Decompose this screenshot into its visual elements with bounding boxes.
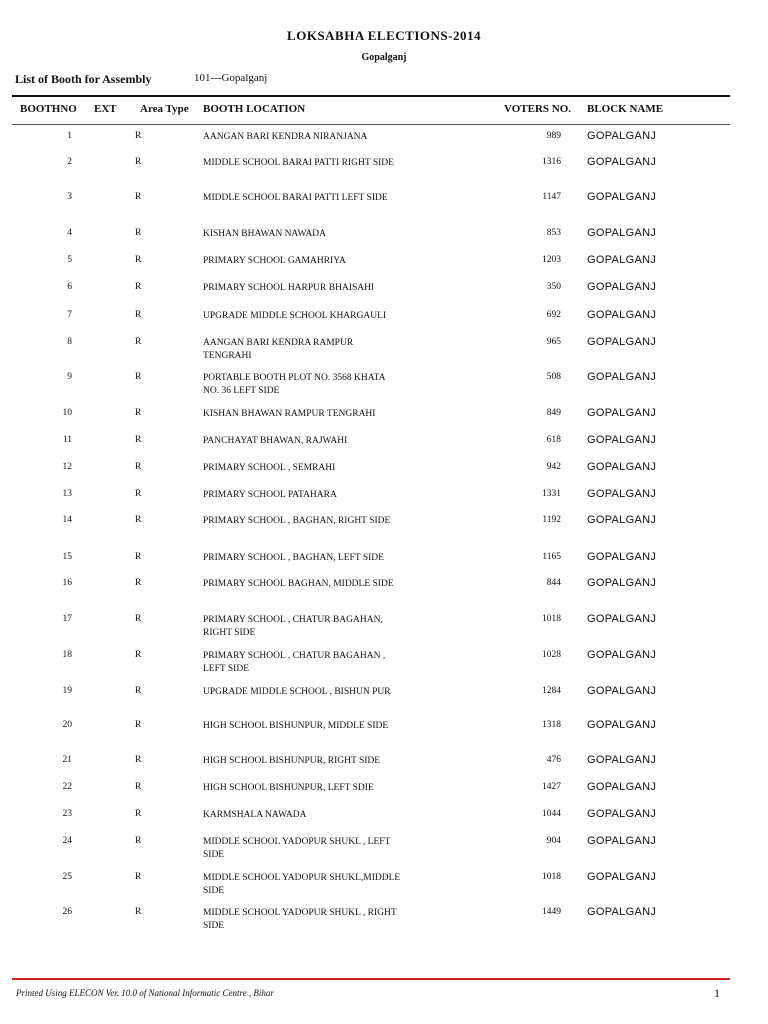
booth-location: HIGH SCHOOL BISHUNPUR, RIGHT SIDE bbox=[203, 756, 381, 766]
table-row bbox=[0, 372, 768, 402]
footer-rule bbox=[12, 978, 730, 980]
voters-count: 1028 bbox=[542, 650, 561, 660]
voters-count: 849 bbox=[546, 408, 561, 418]
block-name: GOPALGANJ bbox=[587, 191, 657, 203]
table-row bbox=[0, 650, 768, 680]
area-type: R bbox=[135, 337, 142, 347]
voters-count: 1284 bbox=[542, 686, 561, 696]
booth-number: 5 bbox=[67, 255, 72, 265]
area-type: R bbox=[135, 650, 142, 660]
block-name: GOPALGANJ bbox=[587, 835, 657, 847]
area-type: R bbox=[135, 228, 142, 238]
column-header-boothno: BOOTHNO bbox=[20, 103, 77, 115]
block-name: GOPALGANJ bbox=[587, 227, 657, 239]
booth-location: MIDDLE SCHOOL YADOPUR SHUKL , RIGHT SIDE bbox=[203, 908, 397, 931]
booth-location: MIDDLE SCHOOL BARAI PATTI LEFT SIDE bbox=[203, 193, 388, 203]
voters-count: 844 bbox=[546, 578, 561, 588]
area-type: R bbox=[135, 435, 142, 445]
booth-number: 13 bbox=[62, 489, 72, 499]
block-name: GOPALGANJ bbox=[587, 577, 657, 589]
block-name: GOPALGANJ bbox=[587, 371, 657, 383]
booth-location: PRIMARY SCHOOL , CHATUR BAGAHAN, RIGHT SIDE bbox=[203, 615, 383, 638]
block-name: GOPALGANJ bbox=[587, 649, 657, 661]
booth-location: MIDDLE SCHOOL YADOPUR SHUKL , LEFT SIDE bbox=[203, 837, 391, 860]
voters-count: 1203 bbox=[542, 255, 561, 265]
booth-location: PRIMARY SCHOOL , SEMRAHI bbox=[203, 463, 336, 473]
area-type: R bbox=[135, 809, 142, 819]
booth-location: PRIMARY SCHOOL HARPUR BHAISAHI bbox=[203, 283, 375, 293]
voters-count: 1165 bbox=[542, 552, 561, 562]
area-type: R bbox=[135, 782, 142, 792]
booth-number: 14 bbox=[62, 515, 72, 525]
area-type: R bbox=[135, 515, 142, 525]
booth-location: PANCHAYAT BHAWAN, RAJWAHI bbox=[203, 436, 348, 446]
booth-location: AANGAN BARI KENDRA RAMPUR TENGRAHI bbox=[203, 338, 354, 361]
column-header-ext: EXT bbox=[94, 103, 117, 115]
voters-count: 1018 bbox=[542, 614, 561, 624]
voters-count: 965 bbox=[546, 337, 561, 347]
area-type: R bbox=[135, 310, 142, 320]
voters-count: 1018 bbox=[542, 872, 561, 882]
voters-count: 989 bbox=[546, 131, 561, 141]
booth-location: PRIMARY SCHOOL , BAGHAN, RIGHT SIDE bbox=[203, 516, 391, 526]
block-name: GOPALGANJ bbox=[587, 551, 657, 563]
booth-location: UPGRADE MIDDLE SCHOOL KHARGAULI bbox=[203, 311, 387, 321]
table-row bbox=[0, 578, 768, 608]
table-row bbox=[0, 872, 768, 902]
area-type: R bbox=[135, 157, 142, 167]
block-name: GOPALGANJ bbox=[587, 434, 657, 446]
page-title: LOKSABHA ELECTIONS-2014 bbox=[287, 28, 481, 43]
column-header-booth-location: BOOTH LOCATION bbox=[203, 103, 306, 115]
booth-number: 16 bbox=[62, 578, 72, 588]
voters-count: 1331 bbox=[542, 489, 561, 499]
voters-count: 692 bbox=[546, 310, 561, 320]
assembly-value: 101---Gopalganj bbox=[194, 72, 268, 84]
voters-count: 476 bbox=[546, 755, 561, 765]
area-type: R bbox=[135, 462, 142, 472]
voters-count: 1427 bbox=[542, 782, 561, 792]
block-name: GOPALGANJ bbox=[587, 461, 657, 473]
block-name: GOPALGANJ bbox=[587, 754, 657, 766]
table-row bbox=[0, 686, 768, 716]
block-name: GOPALGANJ bbox=[587, 808, 657, 820]
booth-location: MIDDLE SCHOOL YADOPUR SHUKL,MIDDLE SIDE bbox=[203, 873, 401, 896]
area-type: R bbox=[135, 489, 142, 499]
block-name: GOPALGANJ bbox=[587, 309, 657, 321]
booth-number: 8 bbox=[67, 337, 72, 347]
area-type: R bbox=[135, 720, 142, 730]
table-row bbox=[0, 515, 768, 545]
area-type: R bbox=[135, 255, 142, 265]
voters-count: 1316 bbox=[542, 157, 561, 167]
footer-text: Printed Using ELECON Ver. 10.0 of National Informatic Centre , Bihar bbox=[16, 988, 274, 998]
booth-number: 18 bbox=[62, 650, 72, 660]
area-type: R bbox=[135, 408, 142, 418]
block-name: GOPALGANJ bbox=[587, 336, 657, 348]
column-header-voters-no: VOTERS NO. bbox=[504, 103, 572, 115]
booth-number: 24 bbox=[62, 836, 72, 846]
area-type: R bbox=[135, 686, 142, 696]
booth-number: 17 bbox=[62, 614, 72, 624]
table-row bbox=[0, 907, 768, 937]
column-header-block-name: BLOCK NAME bbox=[587, 103, 664, 115]
block-name: GOPALGANJ bbox=[587, 281, 657, 293]
voters-count: 942 bbox=[546, 462, 561, 472]
table-row bbox=[0, 282, 768, 312]
booth-location: PRIMARY SCHOOL , CHATUR BAGAHAN , LEFT SIDE bbox=[203, 651, 386, 674]
booth-number: 20 bbox=[62, 720, 72, 730]
voters-count: 1318 bbox=[542, 720, 561, 730]
booth-number: 23 bbox=[62, 809, 72, 819]
area-type: R bbox=[135, 578, 142, 588]
booth-location: PRIMARY SCHOOL , BAGHAN, LEFT SIDE bbox=[203, 553, 384, 563]
booth-number: 11 bbox=[62, 435, 72, 445]
area-type: R bbox=[135, 192, 142, 202]
block-name: GOPALGANJ bbox=[587, 685, 657, 697]
booth-location: KISHAN BHAWAN RAMPUR TENGRAHI bbox=[203, 409, 376, 419]
block-name: GOPALGANJ bbox=[587, 871, 657, 883]
booth-number: 26 bbox=[62, 907, 72, 917]
area-type: R bbox=[135, 372, 142, 382]
booth-location: PORTABLE BOOTH PLOT NO. 3568 KHATA NO. 36 LEFT SIDE bbox=[203, 373, 385, 396]
booth-location: AANGAN BARI KENDRA NIRANJANA bbox=[203, 132, 368, 142]
voters-count: 904 bbox=[546, 836, 561, 846]
voters-count: 1044 bbox=[542, 809, 561, 819]
table-row bbox=[0, 192, 768, 222]
voters-count: 1192 bbox=[542, 515, 561, 525]
header-bottom-rule bbox=[12, 124, 730, 125]
booth-number: 4 bbox=[67, 228, 72, 238]
booth-number: 7 bbox=[67, 310, 72, 320]
area-type: R bbox=[135, 907, 142, 917]
booth-number: 1 bbox=[67, 131, 72, 141]
booth-number: 12 bbox=[62, 462, 72, 472]
booth-location: UPGRADE MIDDLE SCHOOL , BISHUN PUR bbox=[203, 687, 391, 697]
booth-location: KARMSHALA NAWADA bbox=[203, 810, 307, 820]
booth-location: MIDDLE SCHOOL BARAI PATTI RIGHT SIDE bbox=[203, 158, 394, 168]
booth-location: PRIMARY SCHOOL PATAHARA bbox=[203, 490, 337, 500]
voters-count: 853 bbox=[546, 228, 561, 238]
booth-number: 9 bbox=[67, 372, 72, 382]
block-name: GOPALGANJ bbox=[587, 488, 657, 500]
table-row bbox=[0, 836, 768, 866]
booth-number: 10 bbox=[62, 408, 72, 418]
area-type: R bbox=[135, 552, 142, 562]
page-subtitle: Gopalganj bbox=[361, 52, 407, 63]
booth-location: HIGH SCHOOL BISHUNPUR, LEFT SDIE bbox=[203, 783, 374, 793]
area-type: R bbox=[135, 614, 142, 624]
booth-location: HIGH SCHOOL BISHUNPUR, MIDDLE SIDE bbox=[203, 721, 389, 731]
booth-number: 25 bbox=[62, 872, 72, 882]
booth-number: 15 bbox=[62, 552, 72, 562]
booth-number: 21 bbox=[62, 755, 72, 765]
table-row bbox=[0, 720, 768, 750]
booth-location: PRIMARY SCHOOL GAMAHRIYA bbox=[203, 256, 346, 266]
voters-count: 618 bbox=[546, 435, 561, 445]
block-name: GOPALGANJ bbox=[587, 407, 657, 419]
table-row bbox=[0, 157, 768, 187]
booth-number: 22 bbox=[62, 782, 72, 792]
booth-number: 2 bbox=[67, 157, 72, 167]
block-name: GOPALGANJ bbox=[587, 906, 657, 918]
block-name: GOPALGANJ bbox=[587, 254, 657, 266]
booth-number: 3 bbox=[67, 192, 72, 202]
voters-count: 350 bbox=[546, 282, 561, 292]
block-name: GOPALGANJ bbox=[587, 719, 657, 731]
area-type: R bbox=[135, 131, 142, 141]
block-name: GOPALGANJ bbox=[587, 781, 657, 793]
block-name: GOPALGANJ bbox=[587, 514, 657, 526]
voters-count: 1147 bbox=[542, 192, 561, 202]
voters-count: 1449 bbox=[542, 907, 561, 917]
booth-number: 19 bbox=[62, 686, 72, 696]
assembly-label: List of Booth for Assembly bbox=[15, 72, 152, 86]
booth-number: 6 bbox=[67, 282, 72, 292]
area-type: R bbox=[135, 872, 142, 882]
area-type: R bbox=[135, 755, 142, 765]
block-name: GOPALGANJ bbox=[587, 130, 657, 142]
booth-location: PRIMARY SCHOOL BAGHAN, MIDDLE SIDE bbox=[203, 579, 394, 589]
table-row bbox=[0, 337, 768, 367]
block-name: GOPALGANJ bbox=[587, 613, 657, 625]
area-type: R bbox=[135, 282, 142, 292]
column-header-area-type: Area Type bbox=[140, 103, 189, 115]
table-row bbox=[0, 614, 768, 644]
page-number: 1 bbox=[714, 986, 720, 1000]
block-name: GOPALGANJ bbox=[587, 156, 657, 168]
voters-count: 508 bbox=[546, 372, 561, 382]
area-type: R bbox=[135, 836, 142, 846]
header-top-rule bbox=[12, 95, 730, 97]
booth-location: KISHAN BHAWAN NAWADA bbox=[203, 229, 327, 239]
